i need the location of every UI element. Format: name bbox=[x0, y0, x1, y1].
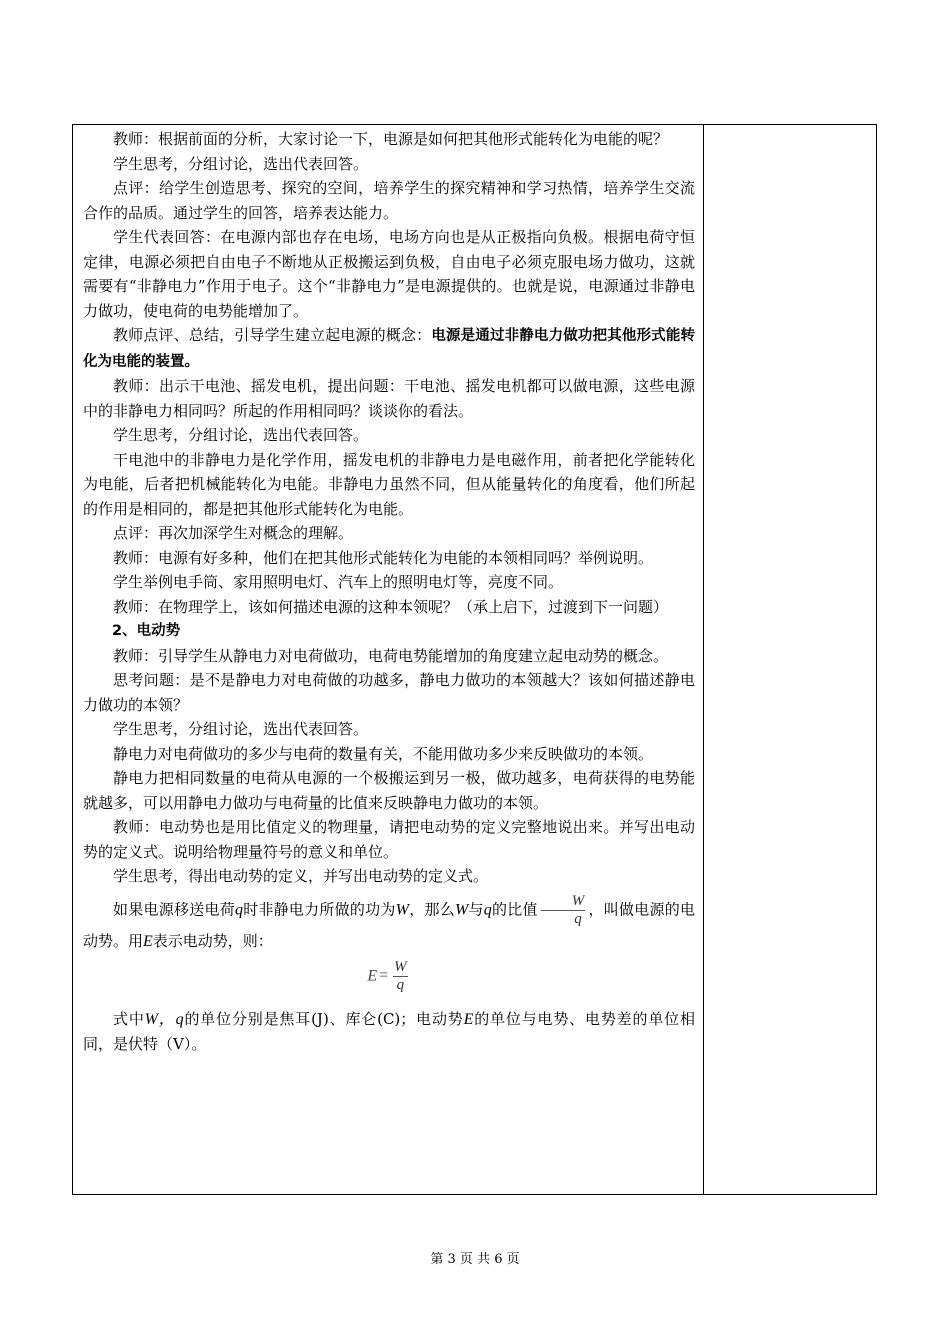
lesson-content bbox=[83, 127, 695, 1057]
paragraph: 教师：出示干电池、摇发电机，提出问题：干电池、摇发电机都可以做电源，这些电源中的非静电力相同吗？所起的作用相同吗？谈谈你的看法。 bbox=[83, 377, 695, 420]
var-q: q bbox=[483, 901, 492, 918]
vars-W-q: W，q bbox=[144, 1010, 184, 1028]
paragraph: 静电力对电荷做功的多少与电荷的数量有关，不能用做功多少来反映做功的本领。 bbox=[113, 744, 654, 763]
section-heading: 2、电动势 bbox=[112, 623, 181, 639]
summary-bold-definition: 电源是通过非静电力做功把其他形式能转化为电能的装置。 bbox=[83, 328, 695, 370]
formula-fraction: $\frac{W}{q}$ bbox=[394, 958, 407, 993]
paragraph: 点评：给学生创造思考、探究的空间，培养学生的探究精神和学习热情，培养学生交流合作的品质。通过学生的回答，培养表达能力。 bbox=[83, 179, 695, 222]
paragraph: 教师：电动势也是用比值定义的物理量，请把电动势的定义完整地说出来。并写出电动势的定义式。说明给物理量符号的意义和单位。 bbox=[83, 818, 695, 861]
paragraph: 教师：电源有好多种，他们在把其他形式能转化为电能的本领相同吗？举例说明。 bbox=[113, 548, 654, 567]
emf-formula: E = $\frac{W}{q}$ bbox=[367, 958, 407, 993]
summary-text: 教师点评、总结，引导学生建立起电源的概念： bbox=[113, 326, 432, 344]
units-paragraph: 式中W，q的单位分别是焦耳(J)、库仑(C)；电动势E的单位与电势、电势差的单位相同，是伏特（V）。 bbox=[83, 1009, 695, 1053]
var-q: q bbox=[234, 901, 243, 918]
lesson-table bbox=[72, 124, 877, 1195]
page-footer: 第 3 页 共 6 页 bbox=[430, 1252, 520, 1267]
var-E: E bbox=[143, 932, 153, 950]
var-W: W bbox=[395, 901, 409, 918]
paragraph: 学生思考，分组讨论，选出代表回答。 bbox=[113, 426, 369, 444]
var-E: E bbox=[463, 1010, 474, 1028]
paragraph: 教师：在物理学上，该如何描述电源的这种本领呢？（承上启下，过渡到下一问题） bbox=[113, 597, 669, 616]
column-divider bbox=[703, 125, 704, 1194]
ratio-fraction: $\frac{W}{q}$ bbox=[541, 893, 586, 928]
paragraph: 点评：再次加深学生对概念的理解。 bbox=[113, 524, 354, 542]
paragraph: 学生思考，分组讨论，选出代表回答。 bbox=[113, 154, 369, 173]
summary-paragraph bbox=[83, 323, 695, 374]
paragraph: 学生思考，分组讨论，选出代表回答。 bbox=[113, 720, 369, 738]
paragraph: 学生代表回答：在电源内部也存在电场，电场方向也是从正极指向负极。根据电荷守恒定律，电源必须把自由电子不断地从正极搬运到负极，自由电子必须克服电场力做功，这就需要有“非静电力”作用于电子。这个“非静电力”是电源提供的。也就是说，电源通过非静电力做功，使电荷的电势能增加了。 bbox=[83, 228, 695, 320]
paragraph: 学生思考，得出电动势的定义，并写出电动势的定义式。 bbox=[113, 867, 489, 885]
paragraph: 干电池中的非静电力是化学作用，摇发电机的非静电力是电磁作用，前者把化学能转化为电能，后者把机械能转化为电能。非静电力虽然不同，但从能量转化的角度看，他们所起的作用是相同的，都是把其他形式能转化为电能。 bbox=[83, 450, 695, 518]
paragraph: 静电力把相同数量的电荷从电源的一个极搬运到另一极，做功越多，电荷获得的电势能就越多，可以用静电力做功与电荷量的比值来反映静电力做功的本领。 bbox=[83, 769, 695, 812]
paragraph: 思考问题：是不是静电力对电荷做的功越多，静电力做功的本领越大？该如何描述静电力做功的本领？ bbox=[83, 671, 695, 714]
var-W: W bbox=[454, 901, 469, 918]
paragraph: 学生举例电手筒、家用照明电灯、汽车上的照明电灯等，亮度不同。 bbox=[113, 573, 564, 591]
definition-paragraph: 如果电源移送电荷q时非静电力所做的功为W，那么W与q的比值 $\frac{W}{q}$ ，叫做电源的电动势。用E表示电动势，则： bbox=[83, 892, 695, 950]
paragraph: 教师：引导学生从静电力对电荷做功，电荷电势能增加的角度建立起电动势的概念。 bbox=[113, 646, 669, 665]
paragraph: 教师：根据前面的分析，大家讨论一下，电源是如何把其他形式能转化为电能的呢？ bbox=[113, 130, 669, 148]
